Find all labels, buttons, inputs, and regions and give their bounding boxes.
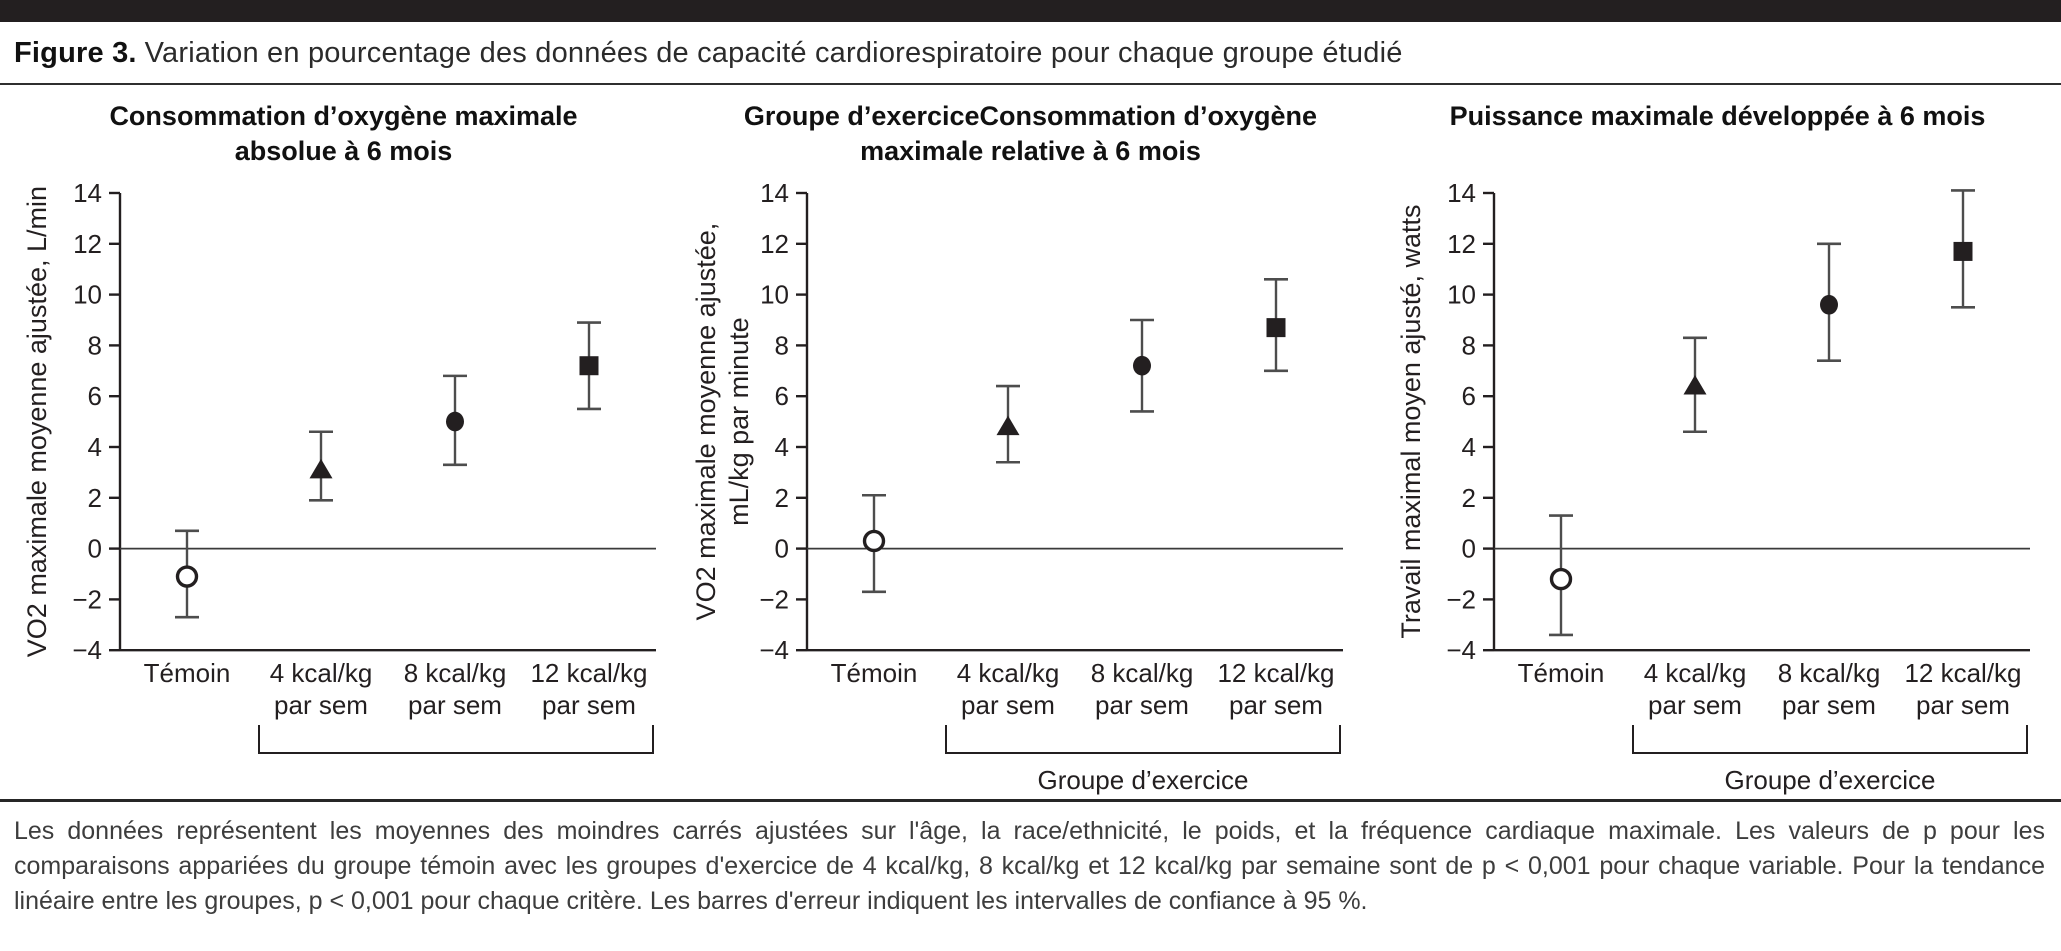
- chart-panel-3: [1374, 91, 2061, 799]
- x-tick-label: par sem: [1229, 690, 1323, 720]
- figure-label: Figure 3.: [14, 37, 137, 69]
- marker-open-circle: [1552, 570, 1571, 589]
- y-tick-label: 14: [1447, 178, 1476, 208]
- y-tick-label: 10: [760, 279, 789, 310]
- x-tick-label: Témoin: [143, 658, 231, 688]
- y-tick-label: 2: [774, 482, 789, 513]
- x-tick-label: 4 kcal/kg: [956, 658, 1060, 688]
- y-tick-label: 0: [1461, 533, 1476, 564]
- y-tick-label: 6: [1461, 381, 1476, 412]
- x-tick-label: par sem: [1916, 690, 2010, 720]
- y-tick-label: −4: [1446, 635, 1476, 666]
- scatter-plot: [0, 177, 687, 799]
- x-tick-label: 4 kcal/kg: [1643, 658, 1747, 688]
- y-tick-label: 8: [1461, 330, 1476, 361]
- x-tick-label: 4 kcal/kg: [269, 658, 373, 688]
- marker-open-circle: [178, 567, 197, 586]
- scatter-plot: [1374, 177, 2061, 799]
- y-tick-label: 10: [73, 279, 102, 310]
- top-black-bar: [0, 0, 2061, 22]
- group-bracket-label: Groupe d’exercice: [1037, 765, 1249, 795]
- y-axis-label: mL/kg par minute: [724, 317, 754, 526]
- y-tick-label: −4: [759, 635, 789, 666]
- x-tick-label: par sem: [1782, 690, 1876, 720]
- group-bracket-label: Groupe d’exercice: [1724, 765, 1936, 795]
- marker-filled-square: [580, 356, 599, 375]
- chart-panel-2: [687, 91, 1374, 799]
- x-tick-label: par sem: [408, 690, 502, 720]
- marker-filled-circle: [446, 412, 464, 432]
- marker-open-circle: [865, 531, 884, 550]
- x-tick-label: par sem: [542, 690, 636, 720]
- y-tick-label: 6: [774, 381, 789, 412]
- marker-filled-square: [1954, 242, 1973, 261]
- chart-panel-1: [0, 91, 687, 799]
- y-tick-label: 12: [760, 228, 789, 259]
- y-tick-label: 2: [1461, 482, 1476, 513]
- y-tick-label: 12: [73, 228, 102, 259]
- x-tick-label: 12 kcal/kg: [1217, 658, 1335, 688]
- y-tick-label: 0: [87, 533, 102, 564]
- marker-filled-triangle: [997, 416, 1020, 436]
- group-bracket: [946, 725, 1340, 753]
- y-axis-label: VO2 maximale moyenne ajustée, L/min: [22, 185, 52, 658]
- y-tick-label: 12: [1447, 228, 1476, 259]
- marker-filled-circle: [1820, 295, 1838, 315]
- y-tick-label: 0: [774, 533, 789, 564]
- x-tick-label: par sem: [1095, 690, 1189, 720]
- y-tick-label: −2: [759, 584, 789, 615]
- figure-title: [0, 22, 2061, 83]
- panel-title-line: absolue à 6 mois: [234, 136, 453, 167]
- y-tick-label: −4: [72, 635, 102, 666]
- group-bracket: [1633, 725, 2027, 753]
- x-tick-label: 8 kcal/kg: [403, 658, 507, 688]
- y-axis-label: Travail maximal moyen ajusté, watts: [1396, 204, 1426, 639]
- y-tick-label: −2: [72, 584, 102, 615]
- marker-filled-circle: [1133, 356, 1151, 376]
- x-tick-label: 8 kcal/kg: [1090, 658, 1194, 688]
- panel-title-line: maximale relative à 6 mois: [860, 136, 1201, 167]
- marker-filled-triangle: [1684, 375, 1707, 395]
- charts-row: [0, 85, 2061, 799]
- figure-title-text: Variation en pourcentage des données de capacité cardiorespiratoire pour chaque groupe étudié: [144, 37, 1403, 69]
- y-tick-label: 4: [774, 432, 789, 462]
- marker-filled-square: [1267, 318, 1286, 337]
- x-tick-label: 8 kcal/kg: [1777, 658, 1881, 688]
- panel-title-line: Groupe d’exerciceConsommation d’oxygène: [743, 101, 1318, 131]
- x-tick-label: Témoin: [830, 658, 918, 688]
- panel-title-line: Puissance maximale développée à 6 mois: [1449, 101, 1986, 131]
- y-tick-label: 14: [73, 178, 102, 208]
- panel-title-line: Consommation d’oxygène maximale: [109, 101, 578, 131]
- y-tick-label: 8: [774, 330, 789, 361]
- x-tick-label: Témoin: [1517, 658, 1605, 688]
- y-tick-label: 10: [1447, 279, 1476, 310]
- y-tick-label: −2: [1446, 584, 1476, 615]
- y-tick-label: 2: [87, 482, 102, 513]
- marker-filled-triangle: [310, 459, 333, 479]
- x-tick-label: par sem: [274, 690, 368, 720]
- x-tick-label: 12 kcal/kg: [1904, 658, 2022, 688]
- x-tick-label: 12 kcal/kg: [530, 658, 648, 688]
- panel-title: [744, 91, 1317, 177]
- y-tick-label: 8: [87, 330, 102, 361]
- x-tick-label: par sem: [961, 690, 1055, 720]
- panel-title: [1450, 91, 1986, 177]
- scatter-plot: [687, 177, 1374, 799]
- y-tick-label: 14: [760, 178, 789, 208]
- y-axis-label: VO2 maximale moyenne ajustée,: [691, 222, 721, 621]
- y-tick-label: 4: [87, 432, 102, 462]
- figure-caption: Les données représentent les moyennes des moindres carrés ajustées sur l'âge, la race/ethnicité, le poids, et la fréquence cardiaque maximale. Les valeurs de p pour les comparaisons appariées du groupe témoin avec les groupes d'exercice de 4 kcal/kg, 8 kcal/kg et 12 kcal/kg par semaine sont de p < 0,001 pour chaque variable. Pour la tendance linéaire entre les groupes, p < 0,001 pour chaque critère. Les barres d'erreur indiquent les intervalles de confiance à 95 %.: [14, 817, 2045, 915]
- group-bracket: [259, 725, 653, 753]
- y-tick-label: 4: [1461, 432, 1476, 462]
- y-tick-label: 6: [87, 381, 102, 412]
- x-tick-label: par sem: [1648, 690, 1742, 720]
- panel-title: [109, 91, 577, 177]
